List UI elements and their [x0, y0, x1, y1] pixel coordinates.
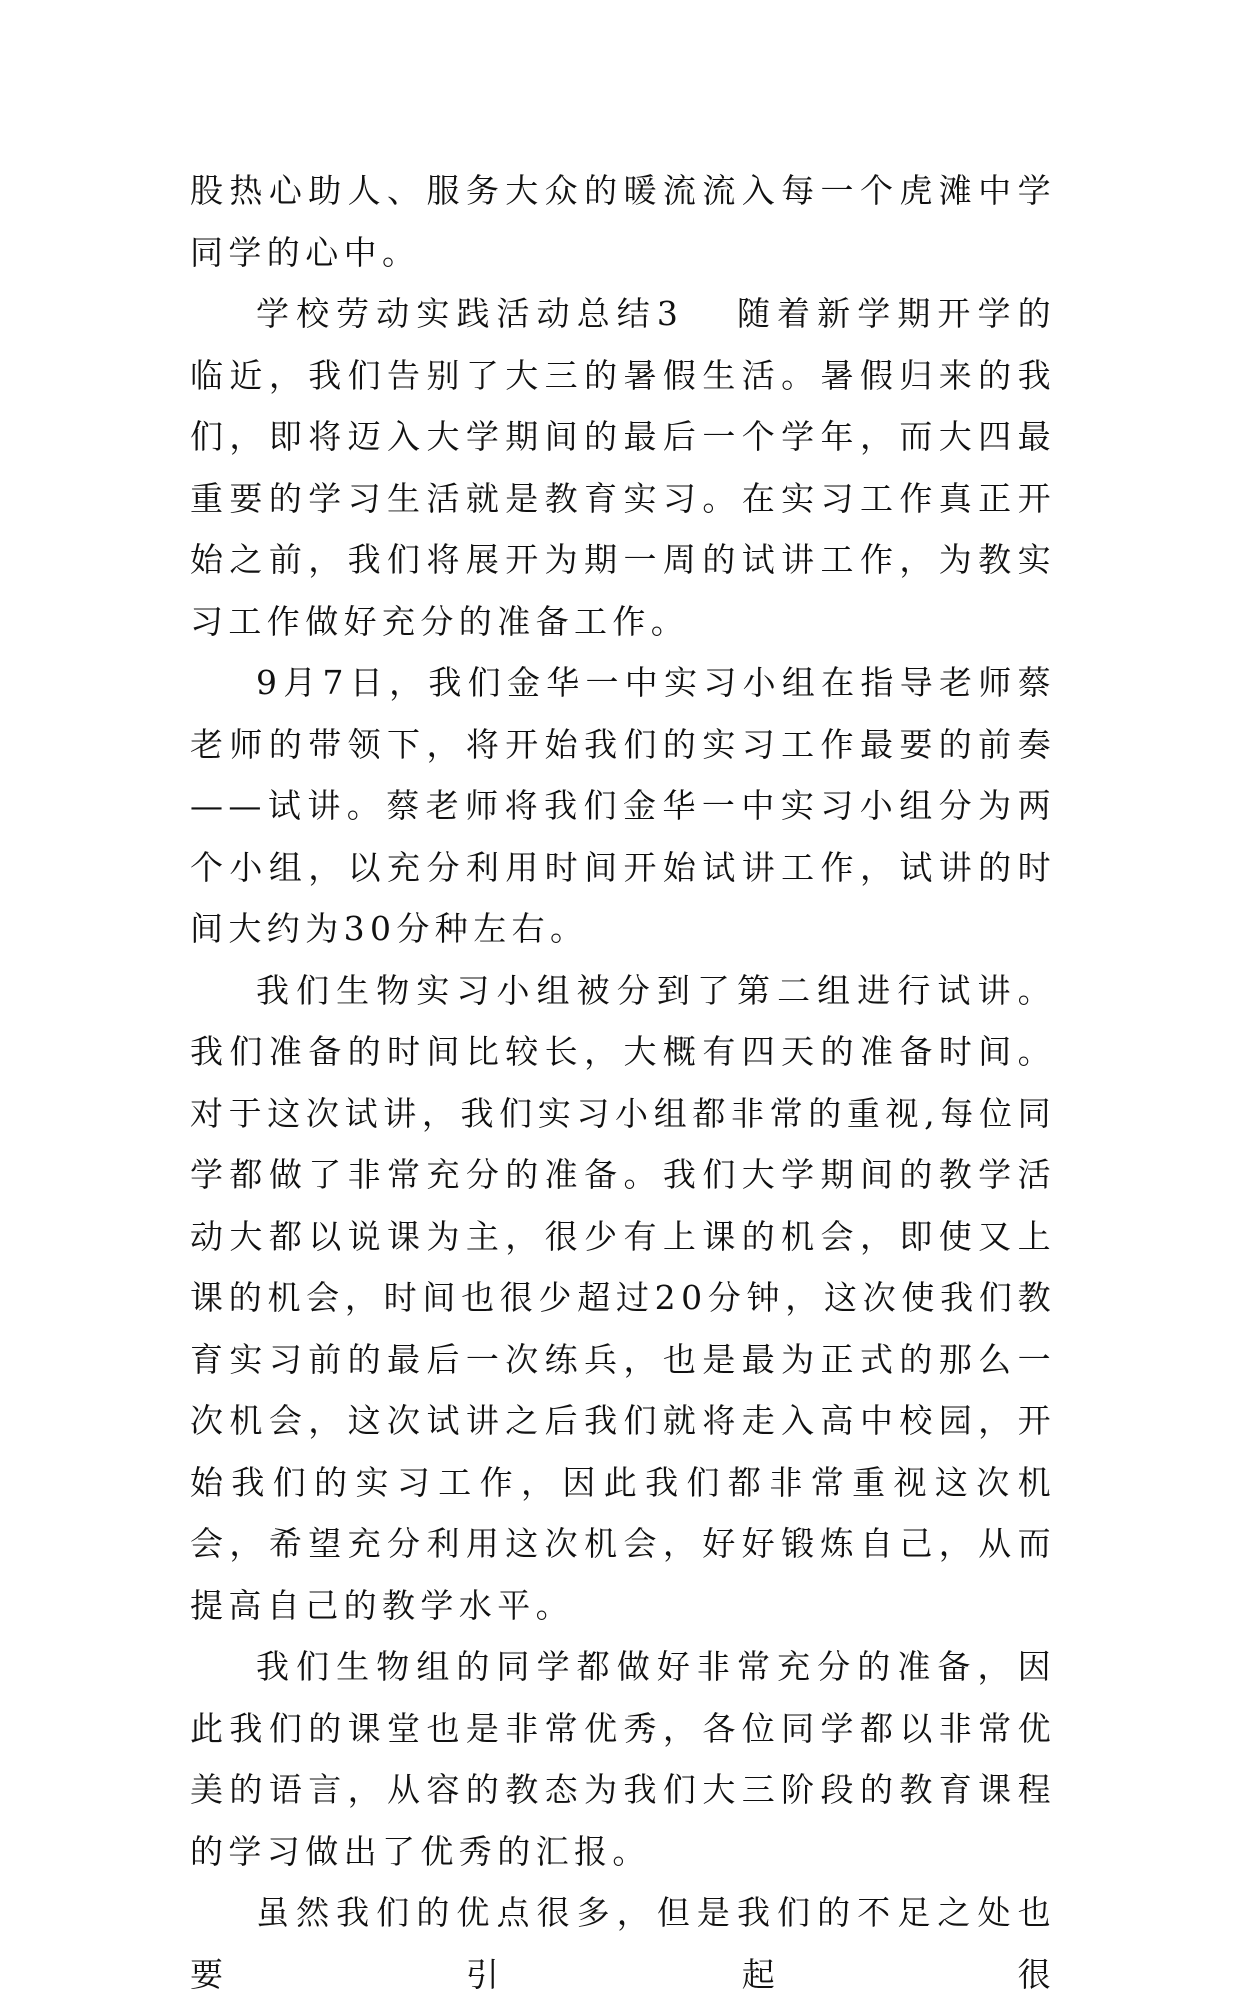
paragraph-text: 我们生物实习小组被分到了第二组进行试讲。我们准备的时间比较长，大概有四天的准备时间。对于这次试讲，我们实习小组都非常的重视,每位同学都做了非常充分的准备。我们大学期间的教学活动大都以说课为主，很少有上课的机会，即使又上课的机会，时间也很少超过20分钟，这次使我们教育实习前的最后一次练兵，也是最为正式的那么一次机会，这次试讲之后我们就将走入高中校园，开始我们的实习工作，因此我们都非常重视这次机会，希望充分利用这次机会，好好锻炼自己，从而提高自己的教学水平。: [190, 970, 1056, 1625]
paragraph-text: 随着新学期开学的临近，我们告别了大三的暑假生活。暑假归来的我们，即将迈入大学期间的最后一个学年，而大四最重要的学习生活就是教育实习。在实习工作真正开始之前，我们将展开为期一周的试讲工作，为教实习工作做好充分的准备工作。: [190, 294, 1056, 641]
paragraph-continuation: [190, 160, 1056, 283]
paragraph-text: 虽然我们的优点很多，但是我们的不足之处也要引起很: [190, 1893, 1056, 1994]
paragraph-biology-group: [190, 960, 1056, 1637]
paragraph-shortcomings: [190, 1882, 1056, 2005]
paragraph-classroom-performance: [190, 1636, 1056, 1882]
paragraph-text: 我们生物组的同学都做好非常充分的准备，因此我们的课堂也是非常优秀，各位同学都以非常优美的语言，从容的教态为我们大三阶段的教育课程的学习做出了优秀的汇报。: [190, 1647, 1056, 1871]
paragraph-section-title: [190, 283, 1056, 652]
section-title: 学校劳动实践活动总结3: [256, 294, 684, 333]
paragraph-text: 9月7日，我们金华一中实习小组在指导老师蔡老师的带领下，将开始我们的实习工作最要的前奏——试讲。蔡老师将我们金华一中实习小组分为两个小组，以充分利用时间开始试讲工作，试讲的时间大约为30分种左右。: [190, 663, 1056, 948]
document-body: [190, 160, 1056, 2005]
paragraph-trial-lecture-date: [190, 652, 1056, 960]
paragraph-text: 股热心助人、服务大众的暖流流入每一个虎滩中学同学的心中。: [190, 171, 1056, 272]
